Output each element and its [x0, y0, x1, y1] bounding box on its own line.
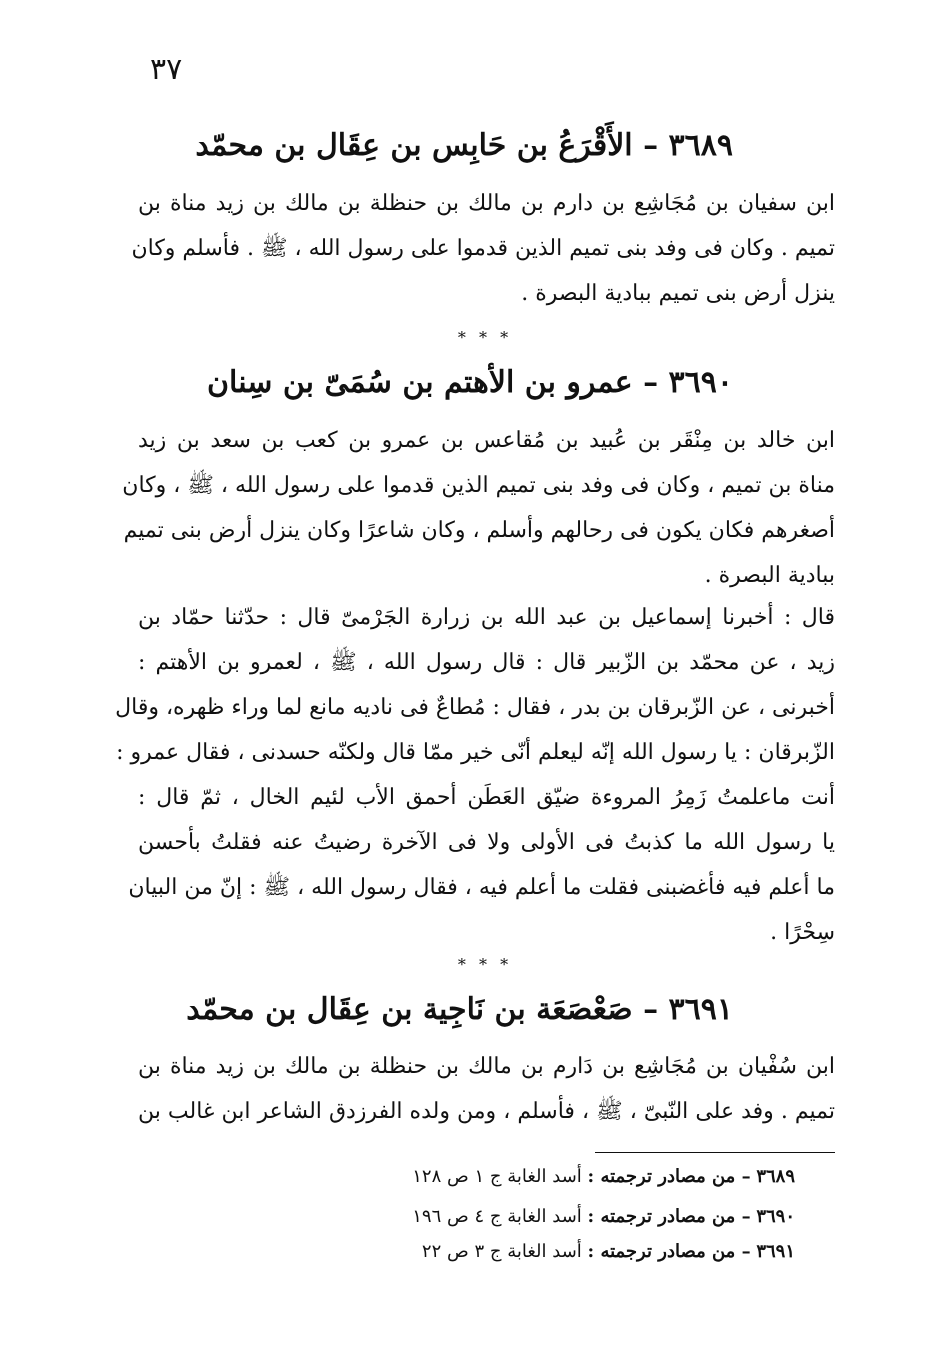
text-line: سِحْرًا . [770, 920, 835, 945]
footnote-text: أسد الغابة ج ٣ ص ٢٢ [421, 1241, 582, 1262]
footnote-number: ٣٦٨٩ [756, 1166, 795, 1187]
text-line: ببادية البصرة . [704, 563, 835, 588]
text-line: الزّبرقان : يا رسول الله إنّه ليعلم أنّى خير ممّا قال ولكنّه حسدنى ، فقال عمرو : [116, 740, 835, 765]
footnote-text: أسد الغابة ج ٤ ص ١٩٦ [412, 1206, 582, 1227]
text-line: يا رسول الله ما كذبتُ فى الأولى ولا فى الآخرة رضيتُ عنه فقلتُ بأحسن [138, 830, 835, 855]
entry-body-3689 [131, 181, 835, 316]
text-line: تميم . وكان فى وفد بنى تميم الذين قدموا على رسول الله ، ﷺ . فأسلم وكان [131, 236, 835, 261]
text-line: تميم . وفد على النّبىّ ، ﷺ ، فأسلم ، ومن ولده الفرزدق الشاعر ابن غالب بن [138, 1099, 835, 1124]
text-line: ابن سُفْيان بن مُجَاشِع بن دَارم بن مالك بن حنظلة بن مالك بن زيد مناة بن [138, 1054, 835, 1079]
text-line: قال : أخبرنا إسماعيل بن عبد الله بن زرارة الجَرْمىّ قال : حدّثنا حمّاد بن [138, 605, 835, 630]
entry-title-3690: ٣٦٩٠ – عمرو بن الأهتم بن سُمَىّ بن سِنان [207, 365, 733, 400]
text-line: مناة بن تميم ، وكان فى وفد بنى تميم الذين قدموا على رسول الله ، ﷺ ، وكان [122, 473, 835, 498]
text-line: ابن خالد بن مِنْقَر بن عُبيد بن مُقاعس بن عمرو بن كعب بن سعد بن زيد [138, 428, 835, 453]
section-separator: * * * [457, 955, 513, 974]
entry-body-3690 [122, 418, 835, 598]
entry-title-3689: ٣٦٨٩ – الأَقْرَعُ بن حَابِس بن عِقَال بن محمّد [195, 128, 733, 163]
entry-body-3690-narration [115, 595, 835, 955]
text-line: ينزل أرض بنى تميم ببادية البصرة . [521, 281, 835, 306]
footnote-text: أسد الغابة ج ١ ص ١٢٨ [412, 1166, 582, 1187]
footnote-divider [595, 1152, 835, 1153]
footnote-label: – من مصادر ترجمته : [587, 1206, 751, 1227]
page-number: ٣٧ [150, 52, 183, 87]
text-line: أصغرهم فكان يكون فى رحالهم وأسلم ، وكان شاعرًا وكان ينزل أرض بنى تميم [123, 518, 835, 543]
text-line: زيد ، عن محمّد بن الزّبير قال : قال رسول الله ، ﷺ ، لعمرو بن الأهتم : [138, 650, 835, 675]
section-separator: * * * [457, 328, 513, 347]
footnote-label: – من مصادر ترجمته : [587, 1166, 751, 1187]
text-line: ما أعلم فيه فأغضبنى فقلت ما أعلم فيه ، فقال رسول الله ، ﷺ : إنّ من البيان [128, 875, 835, 900]
footnote-number: ٣٦٩٠ [756, 1206, 795, 1227]
entry-body-3691 [138, 1044, 835, 1134]
footnote-3691 [422, 1241, 795, 1262]
footnote-3689 [412, 1166, 795, 1187]
text-line: أخبرنى ، عن الزّبرقان بن بدر ، فقال : مُطاعٌ فى ناديه مانع لما وراء ظهره، وقال [115, 695, 835, 720]
entry-title-3691: ٣٦٩١ – صَعْصَعَة بن نَاجِية بن عِقَال بن محمّد [186, 992, 733, 1027]
footnote-label: – من مصادر ترجمته : [587, 1241, 751, 1262]
footnote-number: ٣٦٩١ [756, 1241, 795, 1262]
text-line: ابن سفيان بن مُجَاشِع بن دارم بن مالك بن حنظلة بن مالك بن زيد مناة بن [138, 191, 835, 216]
footnote-3690 [412, 1206, 795, 1227]
text-line: أنت ماعلمتُ زَمِرُ المروءة ضيّق العَطَن أحمق الأب لئيم الخال ، ثمّ قال : [138, 785, 835, 810]
